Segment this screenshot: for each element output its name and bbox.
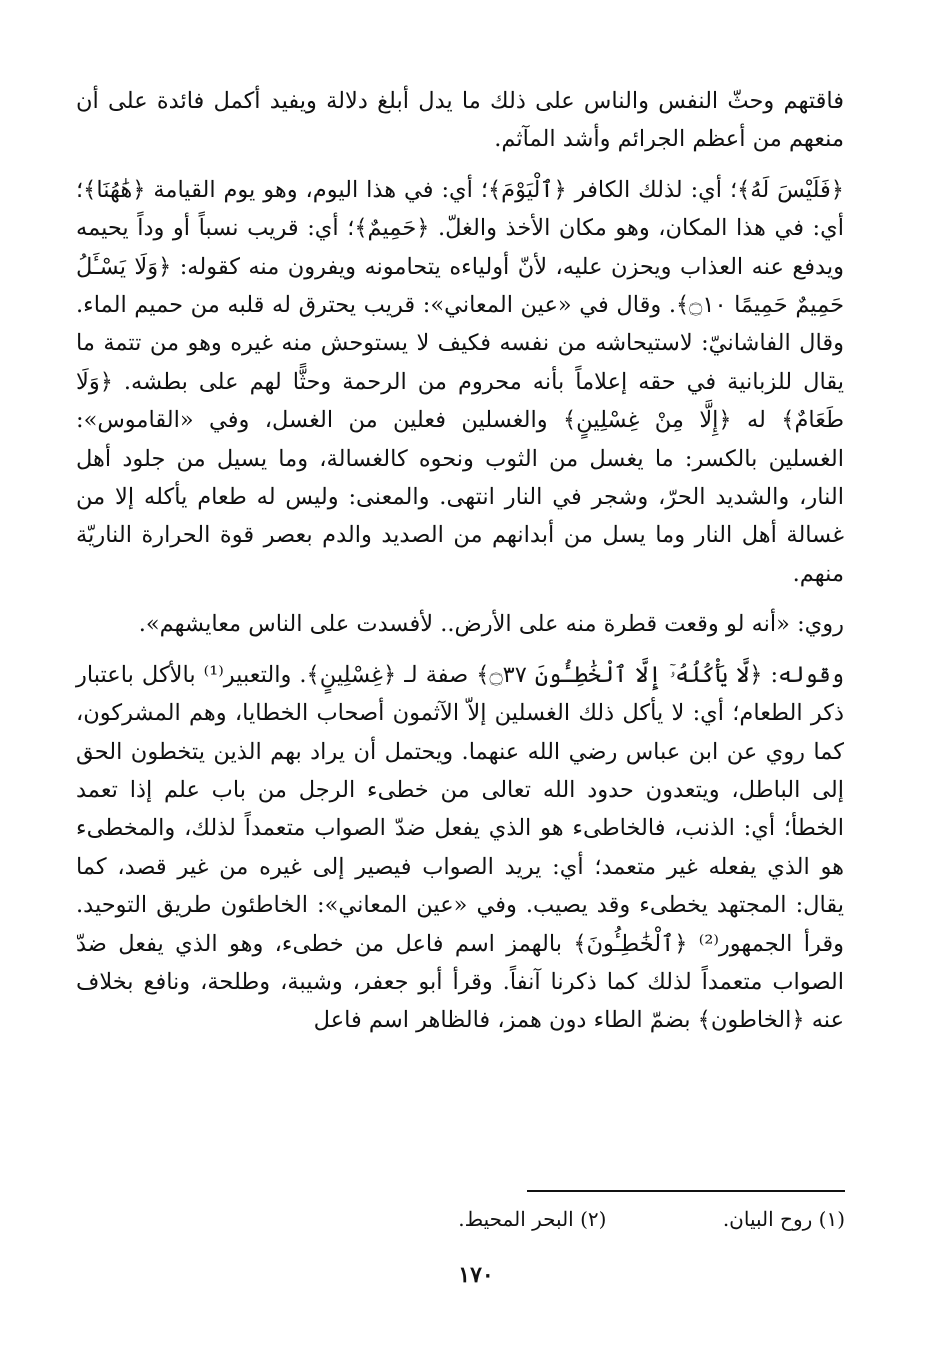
paragraph-1: فاقتهم وحثّ النفس والناس على ذلك ما يدل أبلغ دلالة ويفيد أكمل فائدة على أن منعهم من أعظم الجرائم وأشد المآثم.	[76, 88, 844, 153]
main-text	[76, 82, 844, 1040]
paragraph-3: روي: «أنه لو وقعت قطرة منه على الأرض.. لأفسدت على الناس معايشهم».	[138, 611, 844, 638]
paragraph-2: ﴿فَلَيْسَ لَهُ﴾؛ أي: لذلك الكافر ﴿ٱلْيَوْمَ﴾؛ أي: في هذا اليوم، وهو يوم القيامة ﴿هَٰهُنَا﴾؛ أي: في هذا المكان، وهو مكان الأخذ والغلّ. ﴿حَمِيمٌ﴾؛ أي: قريب نسباً أو وداً يحيمه ويدفع عنه العذاب ويحزن عليه، لأنّ أولياءه يتحامونه ويفرون منه كقوله: ﴿وَلَا يَسْـَٔلُ حَمِيمٌ حَمِيمًا ۝١٠﴾. وقال في «عين المعاني»: قريب يحترق له قلبه من حميم الماء. وقال الفاشانيّ: لاستيحاشه من نفسه فكيف لا يستوحش منه غيره وهو من تتمة ما يقال للزبانية في حقه إعلاماً بأنه محروم من الرحمة وحثًّا لهم على بطشه. ﴿وَلَا طَعَامٌ﴾ له ﴿إِلَّا مِنْ غِسْلِينٍ﴾ والغسلين فعلين من الغسل، وفي «القاموس»: الغسلين بالكسر: ما يغسل من الثوب ونحوه كالغسالة، وما يسيل من جلود أهل النار، والشديد الحرّ، وشجر في النار انتهى. والمعنى: وليس له طعام يأكله إلا من غسالة أهل النار وما يسل من أبدانهم من الصديد والدم بعصر قوة الحرارة الناريّة منهم.	[76, 176, 844, 587]
paragraph-4: وقوله: ﴿لَّا يَأْكُلُهُۥٓ إِلَّا ٱلْخَٰطِـُٔونَ ۝٣٧﴾ صفة لـ ﴿غِسْلِينٍ﴾. والتعبير⁽¹⁾ بالأكل باعتبار ذكر الطعام؛ أي: لا يأكل ذلك الغسلين إلاّ الآثمون أصحاب الخطايا، وهم المشركون، كما روي عن ابن عباس رضي الله عنهما. ويحتمل أن يراد بهم الذين يتخطون الحق إلى الباطل، ويتعدون حدود الله تعالى من خطىء الرجل من باب علم إذا تعمد الخطأ؛ أي: الذنب، فالخاطىء هو الذي يفعل ضدّ الصواب متعمداً لذلك، والمخطىء هو الذي يفعله غير متعمد؛ أي: يريد الصواب فيصير إلى غيره من غير قصد، كما يقال: المجتهد يخطىء وقد يصيب. وفي «عين المعاني»: الخاطئون طريق التوحيد. وقرأ الجمهور⁽²⁾ ﴿ٱلْخَٰطِـُٔونَ﴾ بالهمز اسم فاعل من خطىء، وهو الذي يفعل ضدّ الصواب متعمداً لذلك كما ذكرنا آنفاً. وقرأ أبو جعفر، وشيبة، وطلحة، ونافع بخلاف عنه ﴿الخاطون﴾ بضمّ الطاء دون همز، فالظاهر اسم فاعل	[76, 661, 844, 1034]
page-number: ١٧٠	[458, 1262, 494, 1288]
footnote-1: (١) روح البيان.	[722, 1207, 845, 1231]
footnote-2: (٢) البحر المحيط.	[458, 1207, 607, 1231]
footnote-separator	[527, 1190, 845, 1192]
footnotes	[250, 1204, 845, 1234]
